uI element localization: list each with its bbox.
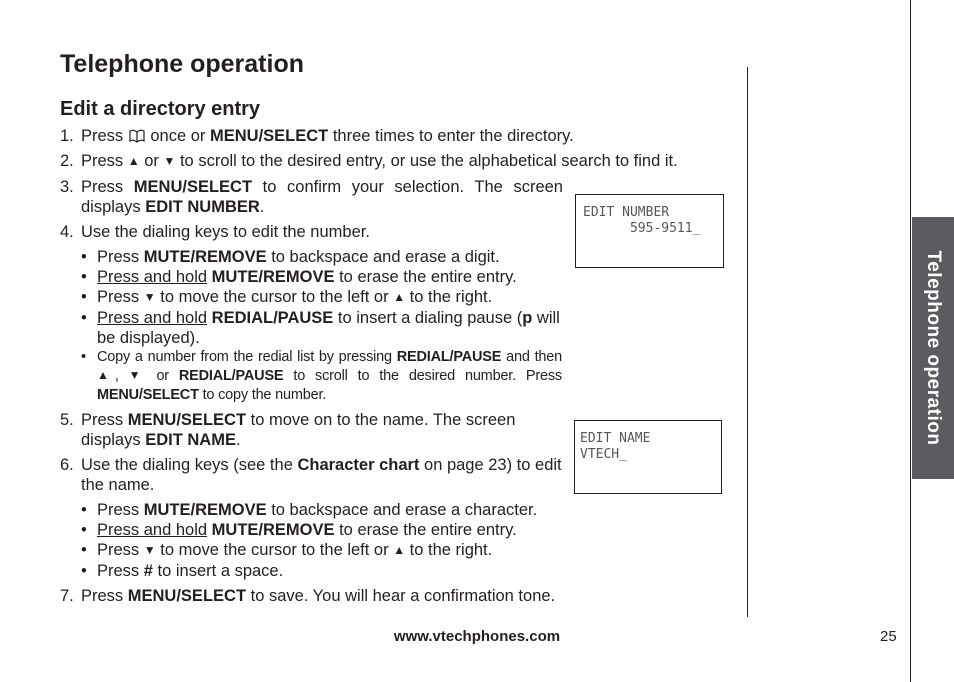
key-name: MUTE/REMOVE [211, 268, 335, 286]
text: and then [501, 349, 563, 365]
text: Copy a number from the redial list by pressing [97, 349, 397, 365]
step-number: 6. [60, 456, 74, 474]
text: to backspace and erase a digit. [266, 248, 500, 266]
text: three times to enter the directory. [328, 127, 574, 145]
text: . [235, 431, 241, 449]
key-name: MENU/SELECT [127, 587, 247, 605]
lcd-line-2: 595-9511_ [583, 221, 701, 236]
page-title: Telephone operation [60, 50, 304, 78]
section-title: Edit a directory entry [60, 98, 261, 120]
directory-book-icon [128, 128, 146, 142]
text: Press [97, 562, 144, 580]
text: Press [97, 288, 144, 306]
step-3 [60, 177, 563, 217]
up-triangle-icon: ▲ [127, 154, 140, 168]
margin-rule [910, 0, 911, 682]
step-2 [60, 151, 725, 172]
text: to copy the number. [198, 387, 327, 403]
list-item [97, 287, 725, 308]
step-6-bullets [60, 500, 725, 581]
down-triangle-icon: ▼ [163, 154, 176, 168]
step-6 [60, 455, 563, 495]
lcd-line-2: VTECH_ [580, 447, 627, 462]
reference-title: Character chart [297, 456, 420, 474]
text: . [259, 198, 265, 216]
text: to the right. [405, 541, 493, 559]
underlined-text: Press and hold [97, 309, 208, 327]
text: once or [145, 127, 210, 145]
list-item [97, 540, 725, 561]
step-number: 5. [60, 411, 74, 429]
text: will be displayed). [97, 309, 560, 347]
down-triangle-icon: ▼ [128, 368, 147, 382]
text: Use the dialing keys to edit the number. [81, 223, 370, 241]
key-name: MUTE/REMOVE [143, 248, 267, 266]
screen-text: EDIT NAME [145, 431, 236, 449]
text: , [114, 368, 129, 384]
text: to move on to the name. The screen displays [81, 411, 516, 449]
up-triangle-icon: ▲ [393, 543, 406, 557]
list-item [97, 348, 562, 405]
text: to insert a dialing pause ( [333, 309, 523, 327]
text: to save. You will hear a confirmation tone. [246, 587, 556, 605]
list-item [97, 561, 725, 581]
step-number: 2. [60, 152, 74, 170]
side-tab-label: Telephone operation [923, 250, 944, 446]
text: to confirm your selection. The screen displays [81, 178, 563, 216]
underlined-text: Press and hold [97, 268, 208, 286]
down-triangle-icon: ▼ [143, 290, 156, 304]
text: to the right. [405, 288, 493, 306]
key-name: MENU/SELECT [97, 387, 199, 403]
key-name: REDIAL/PAUSE [396, 349, 502, 365]
page-number: 25 [880, 628, 897, 645]
step-number: 4. [60, 223, 74, 241]
underlined-text: Press and hold [97, 521, 208, 539]
text: to scroll to the desired entry, or use the alphabetical search to find it. [175, 152, 678, 170]
text: Press [81, 152, 128, 170]
step-1 [60, 126, 725, 146]
text: Press [81, 411, 128, 429]
lcd-line-1: EDIT NAME [580, 431, 651, 446]
text: or [146, 368, 179, 384]
key-name: MENU/SELECT [133, 178, 253, 196]
text: Press [81, 178, 134, 196]
column-divider [747, 67, 748, 617]
text: on page 23) to edit the name. [81, 456, 562, 494]
text: Use the dialing keys (see the [81, 456, 298, 474]
text: Press [81, 587, 128, 605]
lcd-screen-edit-number [575, 194, 724, 268]
step-7 [60, 586, 725, 606]
key-name: MENU/SELECT [209, 127, 329, 145]
key-name: # [143, 562, 153, 580]
text: or [139, 152, 164, 170]
text: to erase the entire entry. [334, 268, 517, 286]
text: to move the cursor to the left or [155, 541, 394, 559]
text: to move the cursor to the left or [155, 288, 394, 306]
text: to insert a space. [152, 562, 284, 580]
lcd-screen-edit-name [574, 420, 722, 494]
down-triangle-icon: ▼ [143, 543, 156, 557]
key-name: MUTE/REMOVE [211, 521, 335, 539]
step-5 [60, 410, 563, 450]
text: Press [81, 127, 128, 145]
section-side-tab [912, 217, 954, 479]
text: Press [97, 248, 144, 266]
key-name: REDIAL/PAUSE [211, 309, 334, 327]
text: to erase the entire entry. [334, 521, 517, 539]
text: to scroll to the desired number. Press [283, 368, 562, 384]
step-number: 3. [60, 178, 74, 196]
key-name: MUTE/REMOVE [143, 501, 267, 519]
text: to backspace and erase a character. [266, 501, 538, 519]
key-name: MENU/SELECT [127, 411, 247, 429]
footer-url: www.vtechphones.com [393, 628, 561, 645]
list-item [97, 520, 725, 540]
step-number: 1. [60, 127, 74, 145]
step-number: 7. [60, 587, 74, 605]
step-4-bullets [60, 247, 725, 405]
text: Press [97, 501, 144, 519]
list-item [97, 500, 725, 520]
screen-text: EDIT NUMBER [145, 198, 260, 216]
lcd-line-1: EDIT NUMBER [583, 205, 670, 220]
key-name: REDIAL/PAUSE [178, 368, 284, 384]
text: Press [97, 541, 144, 559]
pause-symbol: p [522, 309, 533, 327]
list-item [97, 267, 725, 287]
up-triangle-icon: ▲ [97, 368, 115, 382]
list-item [97, 308, 562, 348]
up-triangle-icon: ▲ [393, 290, 406, 304]
